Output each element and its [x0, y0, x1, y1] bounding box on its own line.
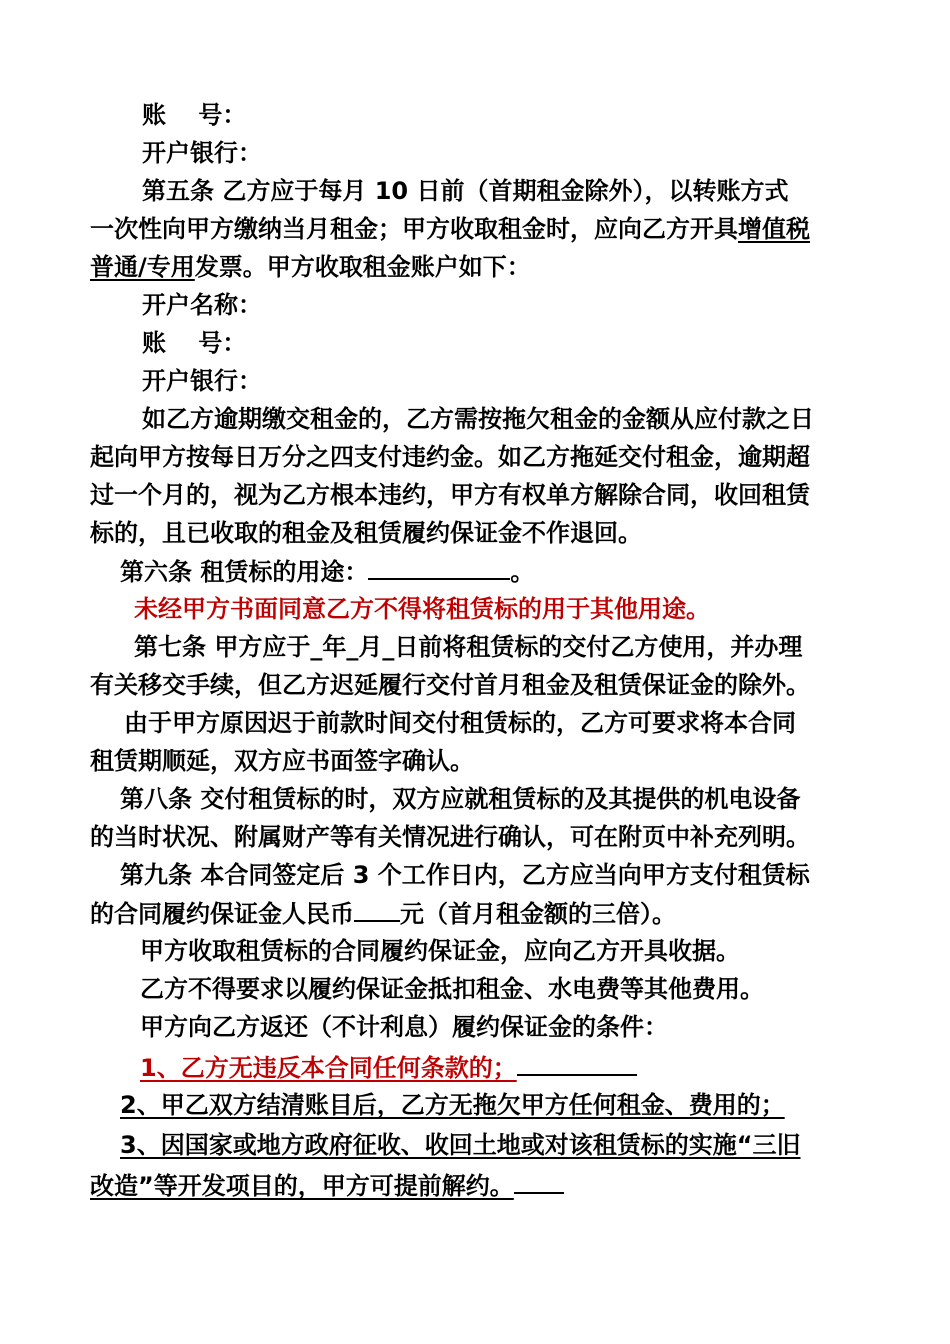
condition-2: 2、甲乙双方结清账目后，乙方无拖欠甲方任何租金、费用的；	[120, 1091, 785, 1119]
usage-restriction-note: 未经甲方书面同意乙方不得将租赁标的用于其他用途。	[134, 595, 710, 623]
deposit-return-conditions: 甲方向乙方返还（不计利息）履约保证金的条件：	[140, 1013, 668, 1041]
article-9-line-2-end: 元（首月租金额的三倍）。	[400, 900, 676, 928]
article-8-line-1: 第八条 交付租赁标的时，双方应就租赁标的及其提供的机电设备	[120, 785, 801, 813]
bank-label-1: 开户银行：	[142, 139, 262, 167]
condition-1-text: 1、乙方无违反本合同任何条款的；	[140, 1054, 517, 1082]
late-payment-line-3: 过一个月的，视为乙方根本违约，甲方有权单方解除合同，收回租赁	[90, 481, 810, 509]
article-9-line-1: 第九条 本合同签定后 3 个工作日内，乙方应当向甲方支付租赁标	[120, 861, 810, 889]
article-9-line-2	[90, 898, 676, 928]
deposit-offset-line: 乙方不得要求以履约保证金抵扣租金、水电费等其他费用。	[140, 975, 764, 1003]
condition-3-line-1: 3、因国家或地方政府征收、收回土地或对该租赁标的实施“三旧	[120, 1131, 801, 1159]
article-6-text: 第六条 租赁标的用途：	[120, 558, 369, 586]
account-number-label-1: 账 号：	[142, 101, 247, 129]
condition-1-rule	[517, 1050, 637, 1076]
deposit-receipt-line: 甲方收取租赁标的合同履约保证金，应向乙方开具收据。	[140, 937, 740, 965]
article-5-line-2	[90, 214, 810, 244]
article-9-line-2-text: 的合同履约保证金人民币	[90, 900, 354, 928]
article-7-line-1: 第七条 甲方应于_年_月_日前将租赁标的交付乙方使用，并办理	[134, 633, 803, 661]
article-6-end: 。	[510, 558, 535, 586]
article-5-line-2-text: 一次性向甲方缴纳当月租金；甲方收取租金时，应向乙方开具	[90, 215, 738, 243]
condition-1	[140, 1050, 637, 1080]
article-7-line-2: 有关移交手续，但乙方迟延履行交付首月租金及租赁保证金的除外。	[90, 671, 810, 699]
invoice-kind-underlined: 普通/专用	[90, 253, 195, 281]
condition-3-line-2-text: 改造”等开发项目的，甲方可提前解约。	[90, 1172, 514, 1200]
bank-label-2: 开户银行：	[142, 367, 262, 395]
usage-blank	[368, 556, 510, 580]
late-payment-line-1: 如乙方逾期缴交租金的，乙方需按拖欠租金的金额从应付款之日	[142, 405, 814, 433]
late-payment-line-2: 起向甲方按每日万分之四支付违约金。如乙方拖延交付租金，逾期超	[90, 443, 810, 471]
article-7-line-4: 租赁期顺延，双方应书面签字确认。	[90, 747, 474, 775]
article-6	[120, 556, 534, 586]
article-5-line-1: 第五条 乙方应于每月 10 日前（首期租金除外），以转账方式	[142, 177, 789, 205]
account-name-label: 开户名称：	[142, 291, 262, 319]
account-number-label-2: 账 号：	[142, 329, 247, 357]
article-7-line-3: 由于甲方原因迟于前款时间交付租赁标的，乙方可要求将本合同	[124, 709, 796, 737]
deposit-amount-blank	[354, 898, 400, 922]
condition-3-rule	[514, 1168, 564, 1194]
late-payment-line-4: 标的，且已收取的租金及租赁履约保证金不作退回。	[90, 519, 642, 547]
article-5-line-3	[90, 252, 531, 282]
condition-3-line-2	[90, 1168, 564, 1198]
article-8-line-2: 的当时状况、附属财产等有关情况进行确认，可在附页中补充列明。	[90, 823, 810, 851]
invoice-type-underlined: 增值税	[738, 215, 810, 243]
article-5-line-3-text: 发票。甲方收取租金账户如下：	[194, 253, 531, 281]
